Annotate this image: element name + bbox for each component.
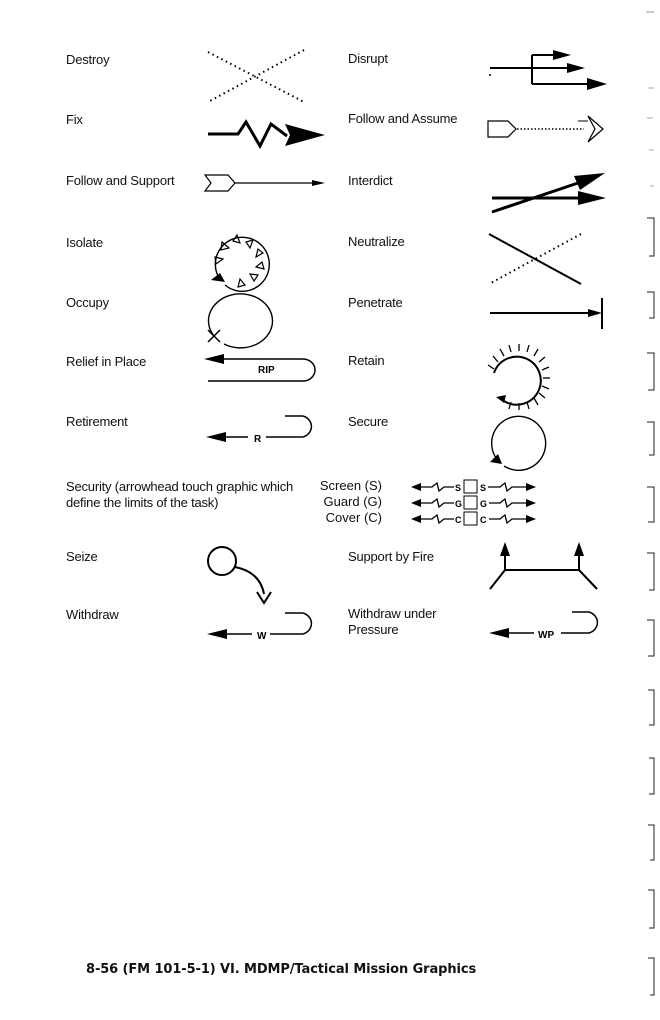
secure-symbol: [482, 410, 552, 476]
security-type-screen: Screen (S): [319, 478, 382, 493]
label-follow-and-assume: Follow and Assume: [348, 111, 458, 126]
label-penetrate: Penetrate: [348, 295, 403, 310]
screen-graphic: [411, 480, 536, 493]
guard-right-letter: G: [480, 499, 488, 509]
label-support-by-fire: Support by Fire: [348, 549, 434, 564]
penetrate-symbol: [488, 294, 613, 334]
neutralize-symbol: [485, 228, 590, 290]
disrupt-symbol: [485, 44, 615, 94]
follow-assume-symbol: [484, 110, 609, 150]
security-graphics: [408, 478, 540, 528]
label-security: Security (arrowhead touch graphic which define the limits of the task): [66, 479, 294, 510]
guard-graphic: [411, 496, 536, 509]
label-retirement: Retirement: [66, 414, 128, 429]
label-retain: Retain: [348, 353, 385, 368]
wp-letters: WP: [538, 630, 555, 641]
label-interdict: Interdict: [348, 173, 393, 188]
isolate-symbol: [208, 230, 270, 292]
label-fix: Fix: [66, 112, 83, 127]
label-neutralize: Neutralize: [348, 234, 405, 249]
fix-symbol: [205, 112, 330, 157]
label-secure: Secure: [348, 414, 388, 429]
label-seize: Seize: [66, 549, 98, 564]
screen-left-letter: S: [455, 483, 462, 493]
label-withdraw-under-pressure: Withdraw under Pressure: [348, 606, 437, 637]
support-by-fire-symbol: [485, 538, 605, 594]
label-follow-and-support: Follow and Support: [66, 173, 175, 188]
screen-right-letter: S: [480, 483, 487, 493]
security-type-list: [318, 478, 382, 526]
interdict-symbol: [488, 168, 613, 223]
retain-symbol: [478, 345, 558, 415]
withdraw-symbol: [200, 609, 330, 645]
withdraw-letter: W: [257, 631, 267, 642]
seize-symbol: [202, 542, 282, 608]
destroy-symbol: [200, 44, 310, 108]
relief-in-place-symbol: [200, 352, 330, 390]
page-footer: 8-56 (FM 101-5-1) VI. MDMP/Tactical Mission Graphics: [86, 962, 477, 977]
label-relief-in-place: Relief in Place: [66, 354, 147, 369]
relief-in-place-letters: RIP: [258, 365, 275, 376]
retirement-symbol: [200, 412, 330, 448]
cover-right-letter: C: [480, 515, 487, 525]
security-type-cover: Cover (C): [325, 510, 382, 525]
cover-graphic: [411, 512, 536, 525]
binder-edge-marks: [620, 0, 660, 1020]
label-disrupt: Disrupt: [348, 51, 388, 66]
follow-support-symbol: [202, 172, 332, 196]
security-type-guard: Guard (G): [323, 494, 382, 509]
cover-left-letter: C: [455, 515, 462, 525]
label-withdraw: Withdraw: [66, 607, 119, 622]
label-occupy: Occupy: [66, 295, 109, 310]
guard-left-letter: G: [455, 499, 463, 509]
withdraw-under-pressure-symbol: [485, 609, 610, 645]
retirement-letter: R: [254, 434, 262, 445]
label-isolate: Isolate: [66, 235, 103, 250]
label-destroy: Destroy: [66, 52, 110, 67]
occupy-symbol: [200, 294, 278, 354]
